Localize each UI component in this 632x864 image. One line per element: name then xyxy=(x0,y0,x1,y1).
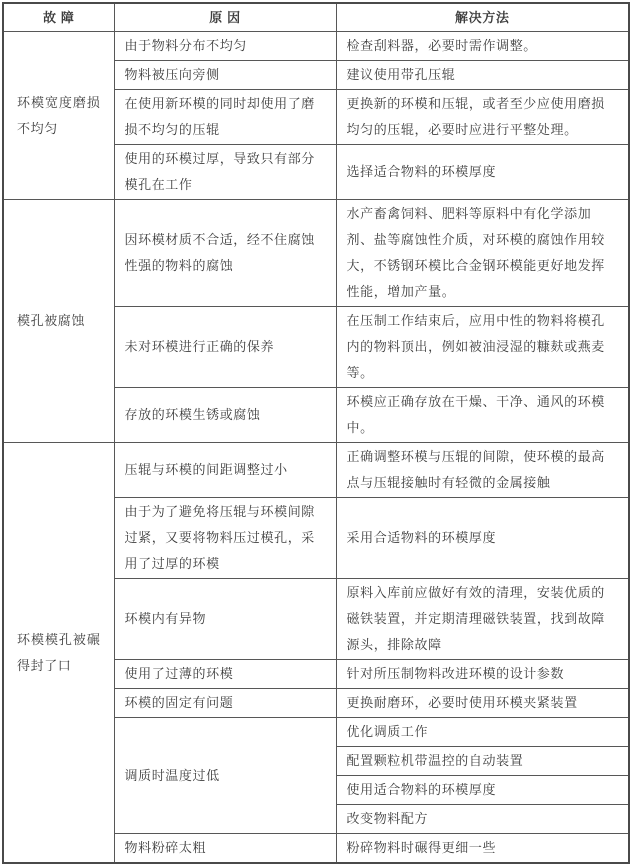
cause-cell: 由于物料分布不均匀 xyxy=(114,32,336,61)
solution-cell: 更换耐磨环，必要时使用环模夹紧装置 xyxy=(336,689,629,718)
cause-cell: 未对环模进行正确的保养 xyxy=(114,307,336,388)
table-header-row xyxy=(3,3,629,32)
solution-cell: 配置颗粒机带温控的自动装置 xyxy=(336,747,629,776)
header-solution-cell: 解决方法 xyxy=(336,3,629,32)
cause-cell: 由于为了避免将压辊与环模间隙过紧，又要将物料压过模孔，采用了过厚的环模 xyxy=(114,498,336,579)
cause-cell: 环模内有异物 xyxy=(114,579,336,660)
solution-cell: 检查刮料器，必要时需作调整。 xyxy=(336,32,629,61)
cause-cell: 在使用新环模的同时却使用了磨损不均匀的压辊 xyxy=(114,90,336,145)
cause-cell: 调质时温度过低 xyxy=(114,718,336,834)
troubleshooting-table xyxy=(2,2,630,864)
solution-cell: 优化调质工作 xyxy=(336,718,629,747)
table-row xyxy=(3,443,629,498)
solution-cell: 环模应正确存放在干燥、干净、通风的环模中。 xyxy=(336,388,629,443)
solution-cell: 使用适合物料的环模厚度 xyxy=(336,776,629,805)
header-fault-cell: 故 障 xyxy=(3,3,114,32)
cause-cell: 使用的环模过厚，导致只有部分模孔在工作 xyxy=(114,145,336,200)
cause-cell: 物料粉碎太粗 xyxy=(114,834,336,864)
fault-cell: 环模宽度磨损不均匀 xyxy=(3,32,114,200)
solution-cell: 正确调整环模与压辊的间隙，使环模的最高点与压辊接触时有轻微的金属接触 xyxy=(336,443,629,498)
cause-cell: 因环模材质不合适，经不住腐蚀性强的物料的腐蚀 xyxy=(114,200,336,307)
solution-cell: 粉碎物料时碾得更细一些 xyxy=(336,834,629,864)
solution-cell: 选择适合物料的环模厚度 xyxy=(336,145,629,200)
cause-cell: 存放的环模生锈或腐蚀 xyxy=(114,388,336,443)
header-cause-cell: 原 因 xyxy=(114,3,336,32)
solution-cell: 更换新的环模和压辊，或者至少应使用磨损均匀的压辊，必要时应进行平整处理。 xyxy=(336,90,629,145)
solution-cell: 针对所压制物料改进环模的设计参数 xyxy=(336,660,629,689)
solution-cell: 采用合适物料的环模厚度 xyxy=(336,498,629,579)
cause-cell: 压辊与环模的间距调整过小 xyxy=(114,443,336,498)
solution-cell: 原料入库前应做好有效的清理，安装优质的磁铁装置，并定期清理磁铁装置，找到故障源头，排除故障 xyxy=(336,579,629,660)
cause-cell: 使用了过薄的环模 xyxy=(114,660,336,689)
solution-cell: 建议使用带孔压辊 xyxy=(336,61,629,90)
cause-cell: 环模的固定有问题 xyxy=(114,689,336,718)
fault-cell: 环模模孔被碾得封了口 xyxy=(3,443,114,864)
fault-cell: 模孔被腐蚀 xyxy=(3,200,114,443)
solution-cell: 在压制工作结束后，应用中性的物料将模孔内的物料顶出，例如被油浸湿的糠麸或燕麦等。 xyxy=(336,307,629,388)
cause-cell: 物料被压向旁侧 xyxy=(114,61,336,90)
solution-cell: 水产畜禽饲料、肥料等原料中有化学添加剂、盐等腐蚀性介质，对环模的腐蚀作用较大，不锈钢环模比合金钢环模能更好地发挥性能，增加产量。 xyxy=(336,200,629,307)
table-row xyxy=(3,32,629,61)
table-row xyxy=(3,200,629,307)
solution-cell: 改变物料配方 xyxy=(336,805,629,834)
